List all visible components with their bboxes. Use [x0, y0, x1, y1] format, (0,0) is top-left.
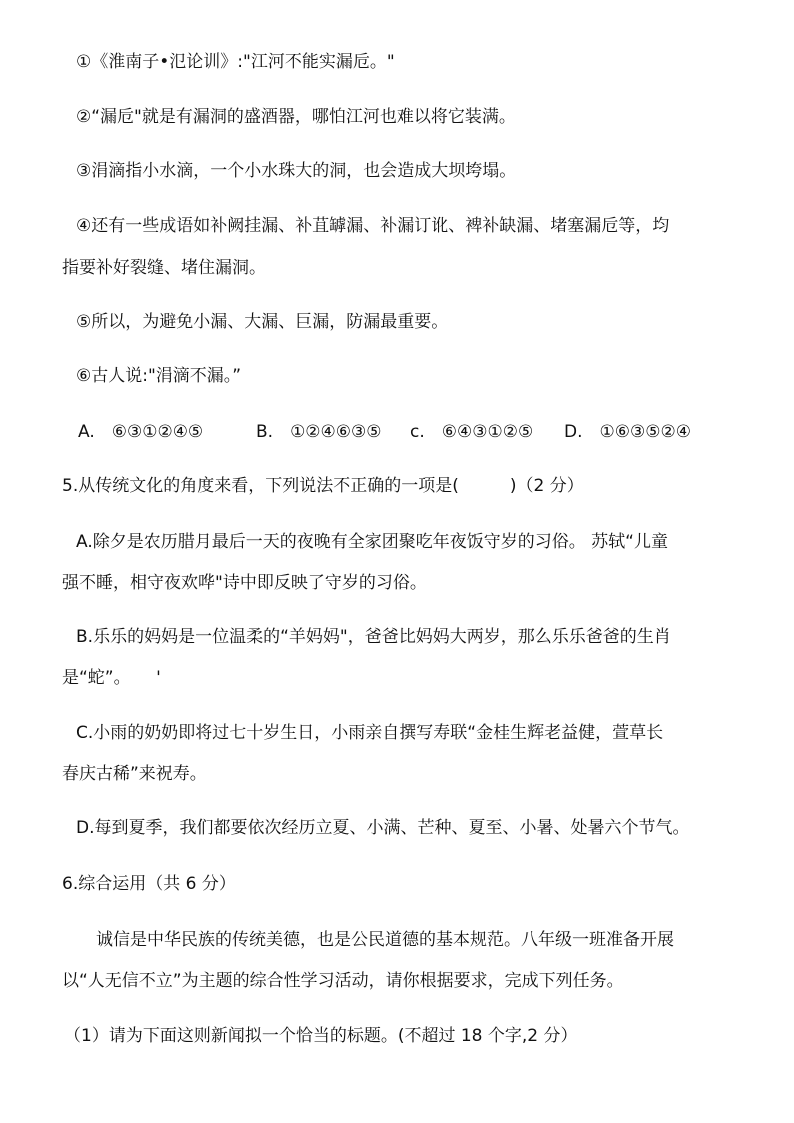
item-3: ③涓滴指小水滴，一个小水珠大的洞，也会造成大坝垮塌。 [76, 161, 517, 181]
q6-title: 6.综合运用（共 6 分） [62, 874, 236, 894]
q5-option-a-line-1: A.除夕是农历腊月最后一天的夜晚有全家团聚吃年夜饭守岁的习俗。 苏轼“儿童 [76, 532, 668, 552]
q4-option-d: D. ①⑥③⑤②④ [564, 422, 691, 442]
q5-option-c-line-2: 春庆古稀”来祝寿。 [62, 764, 207, 784]
q4-option-c: c. ⑥④③①②⑤ [410, 422, 534, 442]
item-5: ⑤所以，为避免小漏、大漏、巨漏，防漏最重要。 [76, 312, 449, 332]
q5-option-b-line-1: B.乐乐的妈妈是一位温柔的“羊妈妈"，爸爸比妈妈大两岁，那么乐乐爸爸的生肖 [76, 627, 671, 647]
q5-option-b-line-2: 是“蛇”。 ' [62, 668, 161, 688]
q5-option-d: D.每到夏季，我们都要依次经历立夏、小满、芒种、夏至、小暑、处暑六个节气。 [76, 818, 690, 838]
item-6: ⑥古人说:"涓滴不漏。” [76, 366, 242, 386]
q4-option-b: B. ①②④⑥③⑤ [256, 422, 382, 442]
item-4-line-2: 指要补好裂缝、堵住漏洞。 [62, 258, 266, 278]
q6-subquestion-1: （1）请为下面这则新闻拟一个恰当的标题。(不超过 18 个字,2 分） [64, 1026, 578, 1046]
q6-intro-line-1: 诚信是中华民族的传统美德，也是公民道德的基本规范。八年级一班准备开展 [62, 930, 674, 950]
q6-intro-line-2: 以“人无信不立”为主题的综合性学习活动，请你根据要求，完成下列任务。 [62, 971, 624, 991]
q5-option-c-line-1: C.小雨的奶奶即将过七十岁生日，小雨亲自撰写寿联“金桂生辉老益健，萱草长 [76, 723, 664, 743]
q5-title: 5.从传统文化的角度来看，下列说法不正确的一项是( )（2 分） [62, 476, 584, 496]
q5-option-a-line-2: 强不睡，相守夜欢哗"诗中即反映了守岁的习俗。 [62, 573, 427, 593]
item-1: ①《淮南子•氾论训》:"江河不能实漏卮。" [76, 52, 395, 72]
item-4-line-1: ④还有一些成语如补阙挂漏、补苴罅漏、补漏订讹、裨补缺漏、堵塞漏卮等，均 [76, 216, 670, 236]
item-2: ②“漏卮"就是有漏洞的盛酒器，哪怕江河也难以将它装满。 [76, 107, 516, 127]
q4-option-a: A. ⑥③①②④⑤ [78, 422, 204, 442]
